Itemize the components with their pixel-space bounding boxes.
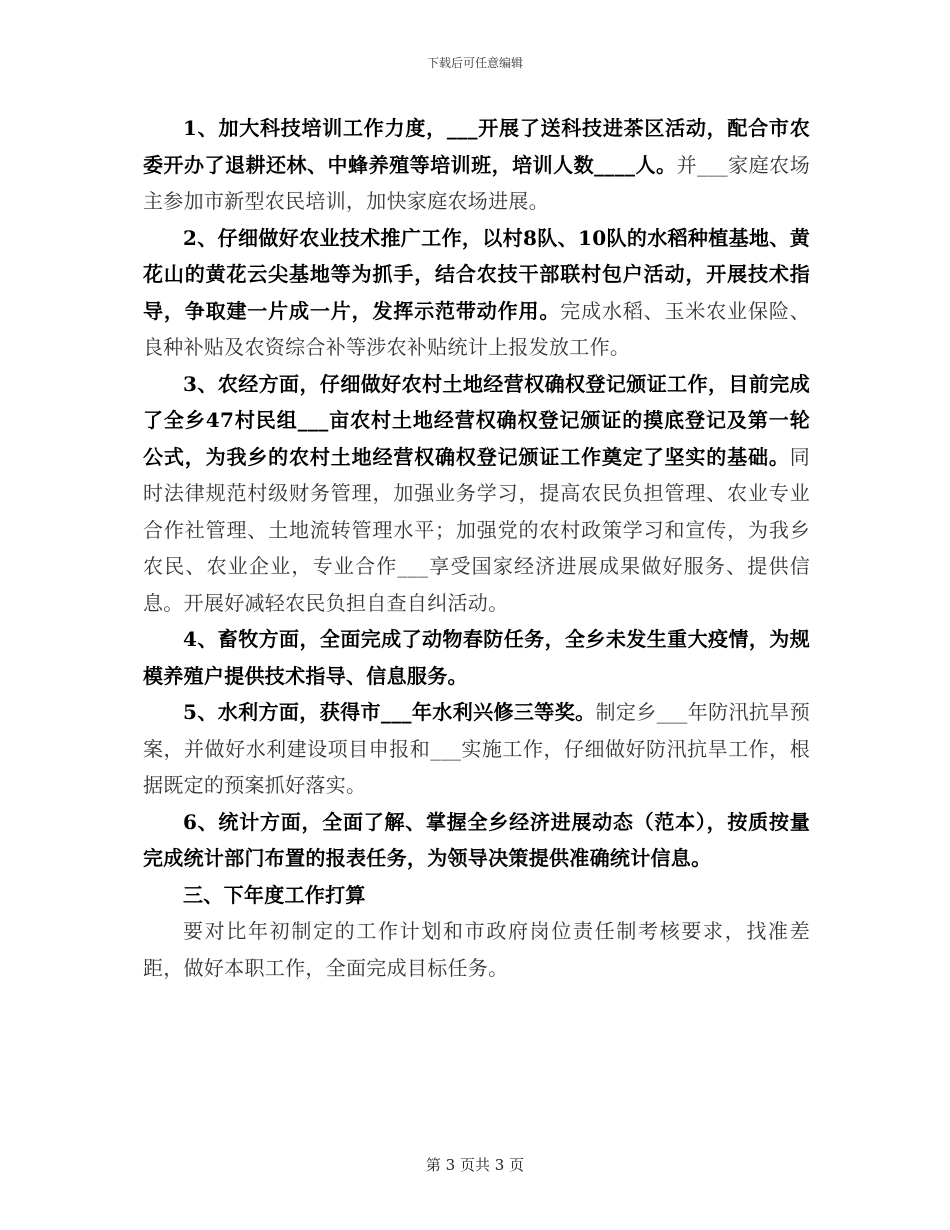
paragraph-bold-text: 2、仔细做好农业技术推广工作，以村8队、10队的水稻种植基地、黄花山的黄花云尖基地等为抓手，结合农技干部联村包户活动，开展技术指导，争取建一片成一片，发挥示范带动作用。 (143, 225, 810, 323)
paragraph-water-conservancy (143, 694, 810, 804)
document-body (143, 110, 810, 986)
section-heading-next-year-plan (143, 877, 810, 914)
paragraph-tech-promotion (143, 220, 810, 366)
paragraph-rural-economy (143, 366, 810, 622)
paragraph-bold-text: 1、加大科技培训工作力度，___开展了送科技进茶区活动，配合市农委开办了退耕还林、中蜂养殖等培训班，培训人数____人。 (143, 116, 810, 177)
paragraph-statistics (143, 804, 810, 877)
paragraph-science-training (143, 110, 810, 220)
paragraph-regular-text: 完成水稻、玉米农业保险、良种补贴及农资综合补等涉农补贴统计上报发放工作。 (143, 298, 811, 359)
paragraph-regular-text: 并___家庭农场主参加市新型农民培训，加快家庭农场进展。 (143, 152, 810, 213)
paragraph-regular-text: 制定乡___年防汛抗旱预案，并做好水利建设项目申报和___实施工作，仔细做好防汛抗旱工作，根据既定的预案抓好落实。 (143, 700, 810, 797)
paragraph-bold-text: 6、统计方面，全面了解、掌握全乡经济进展动态（范本），按质按量完成统计部门布置的报表任务，为领导决策提供准确统计信息。 (143, 809, 810, 870)
page-footer-number: 第 3 页共 3 页 (425, 1156, 525, 1174)
paragraph-regular-text: 同时法律规范村级财务管理，加强业务学习，提高农民负担管理、农业专业合作社管理、土地流转管理水平；加强党的农村政策学习和宣传，为我乡农民、农业企业，专业合作___享受国家经济进展成果做好服务、提供信息。开展好减轻农民负担自查自纠活动。 (143, 444, 810, 615)
paragraph-bold-text: 5、水利方面，获得市___年水利兴修三等奖。 (183, 700, 596, 724)
paragraph-next-year-goals (143, 913, 810, 986)
section-heading-text: 三、下年度工作打算 (183, 882, 366, 907)
paragraph-bold-text: 3、农经方面，仔细做好农村土地经营权确权登记颁证工作，目前完成了全乡47村民组___亩农村土地经营权确权登记颁证的摸底登记及第一轮公式，为我乡的农村土地经营权确权登记颁证工作奠定了坚实的基础。 (143, 371, 810, 469)
paragraph-bold-text: 4、畜牧方面，全面完成了动物春防任务，全乡未发生重大疫情，为规模养殖户提供技术指导、信息服务。 (143, 627, 810, 688)
paragraph-animal-husbandry (143, 621, 810, 694)
paragraph-regular-text: 要对比年初制定的工作计划和市政府岗位责任制考核要求，找准差距，做好本职工作，全面完成目标任务。 (143, 919, 810, 980)
page-header-note: 下载后可任意编辑 (426, 56, 523, 70)
